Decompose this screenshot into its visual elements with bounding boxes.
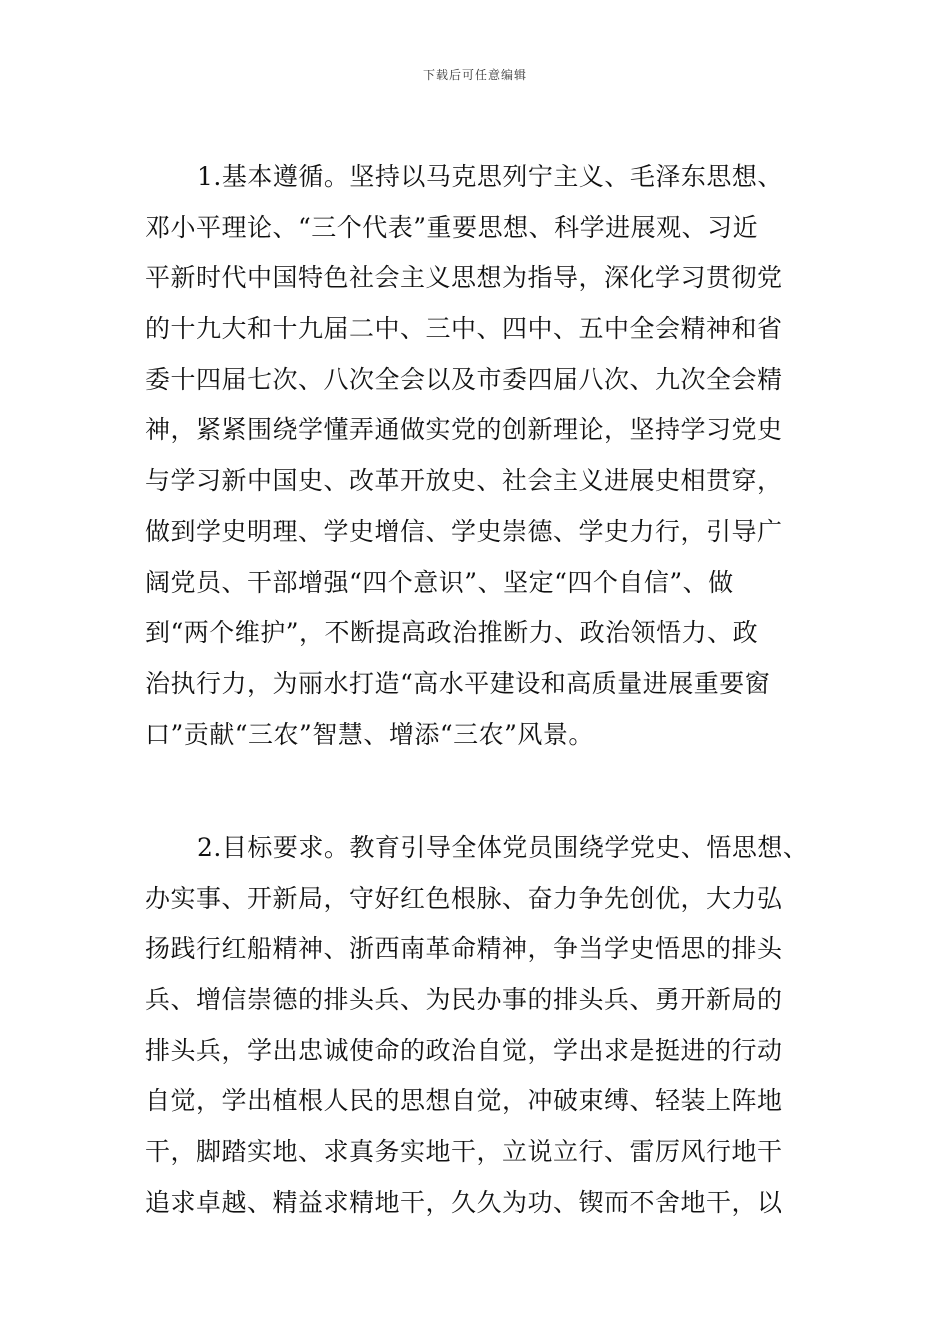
- paragraph-line: 自觉，学出植根人民的思想自觉，冲破束缚、轻装上阵地: [145, 1086, 783, 1116]
- paragraph-line: 排头兵，学出忠诚使命的政治自觉，学出求是挺进的行动: [145, 1035, 783, 1065]
- paragraph-line: 委十四届七次、八次全会以及市委四届八次、九次全会精: [145, 364, 783, 394]
- paragraph-line: 干，脚踏实地、求真务实地干，立说立行、雷厉风行地干: [145, 1137, 783, 1167]
- paragraph-line: 的十九大和十九届二中、三中、四中、五中全会精神和省: [145, 314, 783, 344]
- paragraph-line: 与学习新中国史、改革开放史、社会主义进展史相贯穿，: [145, 466, 783, 496]
- paragraph-goals-requirements: [145, 823, 825, 1229]
- paragraph-line: 兵、增信崇德的排头兵、为民办事的排头兵、勇开新局的: [145, 985, 783, 1015]
- paragraph-line: 阔党员、干部增强“四个意识”、坚定“四个自信”、做: [145, 567, 734, 597]
- paragraph-line: 治执行力，为丽水打造“高水平建设和高质量进展重要窗: [145, 668, 771, 698]
- paragraph-basic-principles: [145, 152, 825, 760]
- paragraph-line: 到“两个维护”，不断提高政治推断力、政治领悟力、政: [145, 618, 759, 648]
- paragraph-line: 追求卓越、精益求精地干，久久为功、锲而不舍地干，以: [145, 1187, 783, 1217]
- paragraph-line: 口”贡献“三农”智慧、增添“三农”风景。: [145, 719, 594, 749]
- paragraph-line: 2.目标要求。教育引导全体党员围绕学党史、悟思想、: [197, 833, 809, 862]
- paragraph-line: 平新时代中国特色社会主义思想为指导，深化学习贯彻党: [145, 263, 783, 293]
- paragraph-line: 邓小平理论、“三个代表”重要思想、科学进展观、习近: [145, 212, 759, 242]
- paragraph-line: 扬践行红船精神、浙西南革命精神，争当学史悟思的排头: [145, 934, 783, 964]
- paragraph-line: 神，紧紧围绕学懂弄通做实党的创新理论，坚持学习党史: [145, 415, 783, 445]
- page-header-note: 下载后可任意编辑: [422, 68, 527, 82]
- paragraph-line: 做到学史明理、学史增信、学史崇德、学史力行，引导广: [145, 516, 783, 546]
- paragraph-line: 办实事、开新局，守好红色根脉、奋力争先创优，大力弘: [145, 883, 783, 913]
- paragraph-line: 1.基本遵循。坚持以马克思列宁主义、毛泽东思想、: [197, 162, 783, 191]
